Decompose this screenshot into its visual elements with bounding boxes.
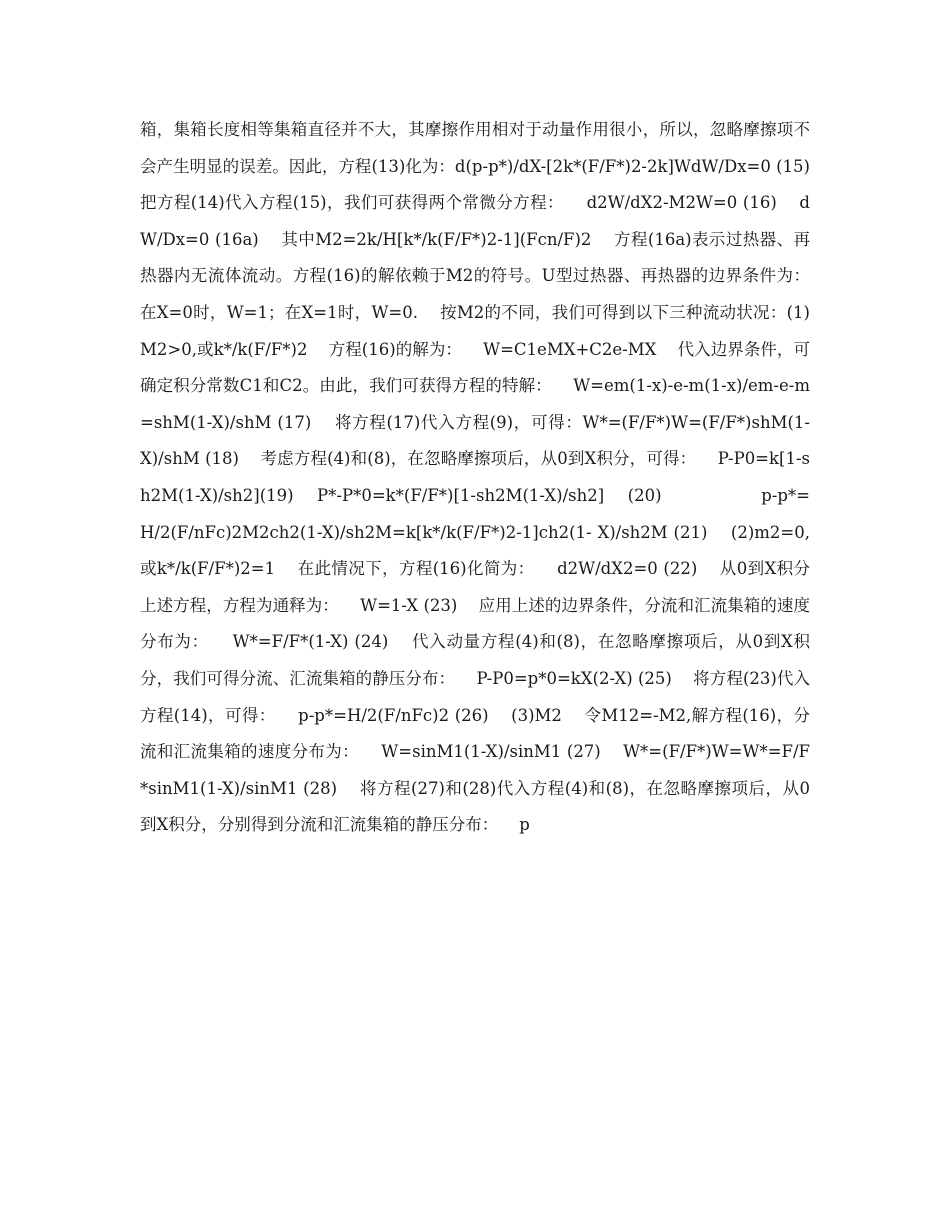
body-paragraph: 箱，集箱长度相等集箱直径并不大，其摩擦作用相对于动量作用很小，所以，忽略摩擦项不会产生明显的误差。因此，方程(13)化为：d(p-p*)/dX-[2k*(F/F*)2-2k]WdW/Dx=0 (15) 把方程(14)代入方程(15)，我们可获得两个常微分方程： d2W/dX2-M2W=0 (16) dW/Dx=0 (16a) 其中M2=2k/H[k*/k(F/F*)2-1](Fcn/F)2 方程(16a)表示过热器、再热器内无流体流动。方程(16)的解依赖于M2的符号。U型过热器、再热器的边界条件为： 在X=0时，W=1；在X=1时，W=0. 按M2的不同，我们可得到以下三种流动状况：(1)M2>0,或k*/k(F/F*)2 方程(16)的解为： W=C1eMX+C2e-MX 代入边界条件，可确定积分常数C1和C2。由此，我们可获得方程的特解： W=em(1-x)-e-m(1-x)/em-e-m=shM(1-X)/shM (17) 将方程(17)代入方程(9)，可得：W*=(F/F*)W=(F/F*)shM(1-X)/shM (18) 考虑方程(4)和(8)，在忽略摩擦项后，从0到X积分，可得： P-P0=k[1-sh2M(1-X)/sh2](19) P*-P*0=k*(F/F*)[1-sh2M(1-X)/sh2] (20) p-p*=H/2(F/nFc)2M2ch2(1-X)/sh2M=k[k*/k(F/F*)2-1]ch2(1- X)/sh2M (21) (2)m2=0,或k*/k(F/F*)2=1 在此情况下，方程(16)化简为： d2W/dX2=0 (22) 从0到X积分上述方程，方程为通释为： W=1-X (23) 应用上述的边界条件，分流和汇流集箱的速度分布为： W*=F/F*(1-X) (24) 代入动量方程(4)和(8)，在忽略摩擦项后，从0到X积分，我们可得分流、汇流集箱的静压分布： P-P0=p*0=kX(2-X) (25) 将方程(23)代入方程(14)，可得： p-p*=H/2(F/nFc)2 (26) (3)M2 令M12=-M2,解方程(16)，分流和汇流集箱的速度分布为： W=sinM1(1-X)/sinM1 (27) W*=(F/F*)W=W*=F/F*sinM1(1-X)/sinM1 (28) 将方程(27)和(28)代入方程(4)和(8)，在忽略摩擦项后，从0到X积分，分别得到分流和汇流集箱的静压分布： p bbox=[140, 120, 831, 835]
